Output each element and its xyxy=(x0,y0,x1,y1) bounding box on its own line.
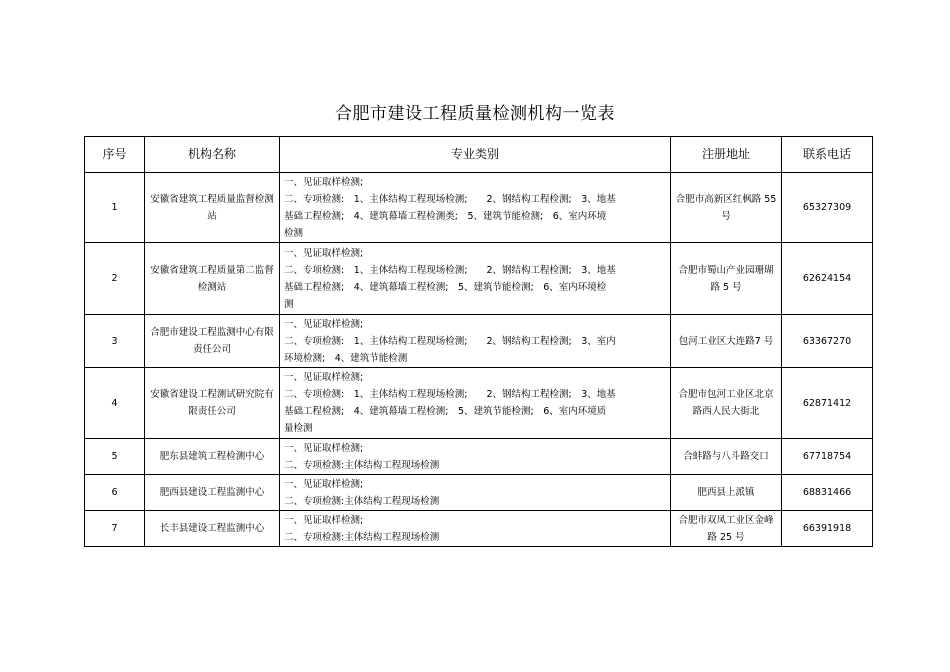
specialty-category-cell xyxy=(280,315,671,368)
address-cell: 合肥市蜀山产业园珊瑚路 5 号 xyxy=(671,243,782,315)
category-line: 二、专项检测: 1、主体结构工程现场检测; 2、钢结构工程检测; 3、地基 xyxy=(284,264,616,276)
address-cell: 合肥市包河工业区北京路西人民大街北 xyxy=(671,368,782,439)
category-line: 二、专项检测:主体结构工程现场检测 xyxy=(284,531,440,543)
serial-number-cell: 3 xyxy=(85,315,145,368)
institution-name-cell: 肥东县建筑工程检测中心 xyxy=(145,439,280,475)
category-line: 一、见证取样检测; xyxy=(284,318,364,330)
serial-number-cell: 6 xyxy=(85,475,145,511)
address-cell: 合蚌路与八斗路交口 xyxy=(671,439,782,475)
header-serial-number: 序号 xyxy=(85,137,145,173)
institution-name-cell: 安徽省建设工程测试研究院有限责任公司 xyxy=(145,368,280,439)
table-row xyxy=(85,368,873,439)
institution-name-cell: 肥西县建设工程监测中心 xyxy=(145,475,280,511)
address-cell: 合肥市双凤工业区金峰路 25 号 xyxy=(671,511,782,547)
category-line: 量检测 xyxy=(284,423,313,434)
serial-number-cell: 4 xyxy=(85,368,145,439)
address-cell: 肥西县上派镇 xyxy=(671,475,782,511)
address-cell: 合肥市高新区红枫路 55 号 xyxy=(671,173,782,243)
serial-number-cell: 2 xyxy=(85,243,145,315)
table-row xyxy=(85,315,873,368)
phone-cell: 63367270 xyxy=(782,315,873,368)
serial-number-cell: 5 xyxy=(85,439,145,475)
header-institution-name: 机构名称 xyxy=(145,137,280,173)
table-row xyxy=(85,511,873,547)
phone-cell: 68831466 xyxy=(782,475,873,511)
category-line: 基础工程检测; 4、建筑幕墙工程检测类; 5、建筑节能检测; 6、室内环境 xyxy=(284,210,607,222)
category-line: 一、见证取样检测; xyxy=(284,514,364,526)
phone-cell: 67718754 xyxy=(782,439,873,475)
phone-cell: 62624154 xyxy=(782,243,873,315)
category-line: 二、专项检测: 1、主体结构工程现场检测; 2、钢结构工程检测; 3、地基 xyxy=(284,389,616,400)
category-line: 二、专项检测:主体结构工程现场检测 xyxy=(284,495,440,507)
document-title: 合肥市建设工程质量检测机构一览表 xyxy=(335,104,615,124)
category-line: 一、见证取样检测; xyxy=(284,478,364,490)
category-line: 检测 xyxy=(284,227,304,239)
phone-cell: 65327309 xyxy=(782,173,873,243)
category-line: 二、专项检测:主体结构工程现场检测 xyxy=(284,459,440,471)
specialty-category-cell xyxy=(280,511,671,547)
category-line: 一、见证取样检测; xyxy=(284,247,364,259)
institution-table xyxy=(84,136,873,547)
address-cell: 包河工业区大连路7 号 xyxy=(671,315,782,368)
category-line: 环境检测; 4、建筑节能检测 xyxy=(284,352,408,364)
institution-name-cell: 合肥市建设工程监测中心有限责任公司 xyxy=(145,315,280,368)
category-line: 一、见证取样检测; xyxy=(284,176,364,188)
specialty-category-cell xyxy=(280,475,671,511)
specialty-category-cell xyxy=(280,243,671,315)
header-registered-address: 注册地址 xyxy=(671,137,782,173)
category-line: 测 xyxy=(284,298,294,310)
table-row xyxy=(85,439,873,475)
serial-number-cell: 1 xyxy=(85,173,145,243)
category-line: 一、见证取样检测; xyxy=(284,372,364,383)
table-row xyxy=(85,173,873,243)
table-header-row xyxy=(85,137,873,173)
header-specialty-category: 专业类别 xyxy=(280,137,671,173)
specialty-category-cell xyxy=(280,439,671,475)
serial-number-cell: 7 xyxy=(85,511,145,547)
header-phone: 联系电话 xyxy=(782,137,873,173)
category-line: 一、见证取样检测; xyxy=(284,442,364,454)
specialty-category-cell xyxy=(280,368,671,439)
table-row xyxy=(85,475,873,511)
institution-name-cell: 长丰县建设工程监测中心 xyxy=(145,511,280,547)
category-line: 基础工程检测; 4、建筑幕墙工程检测; 5、建筑节能检测; 6、室内环境质 xyxy=(284,406,607,417)
phone-cell: 62871412 xyxy=(782,368,873,439)
category-line: 基础工程检测; 4、建筑幕墙工程检测; 5、建筑节能检测; 6、室内环境检 xyxy=(284,281,607,293)
institution-name-cell: 安徽省建筑工程质量监督检测站 xyxy=(145,173,280,243)
table-row xyxy=(85,243,873,315)
category-line: 二、专项检测: 1、主体结构工程现场检测; 2、钢结构工程检测; 3、室内 xyxy=(284,335,616,347)
specialty-category-cell xyxy=(280,173,671,243)
category-line: 二、专项检测: 1、主体结构工程现场检测; 2、钢结构工程检测; 3、地基 xyxy=(284,193,616,205)
phone-cell: 66391918 xyxy=(782,511,873,547)
institution-name-cell: 安徽省建筑工程质量第二监督检测站 xyxy=(145,243,280,315)
